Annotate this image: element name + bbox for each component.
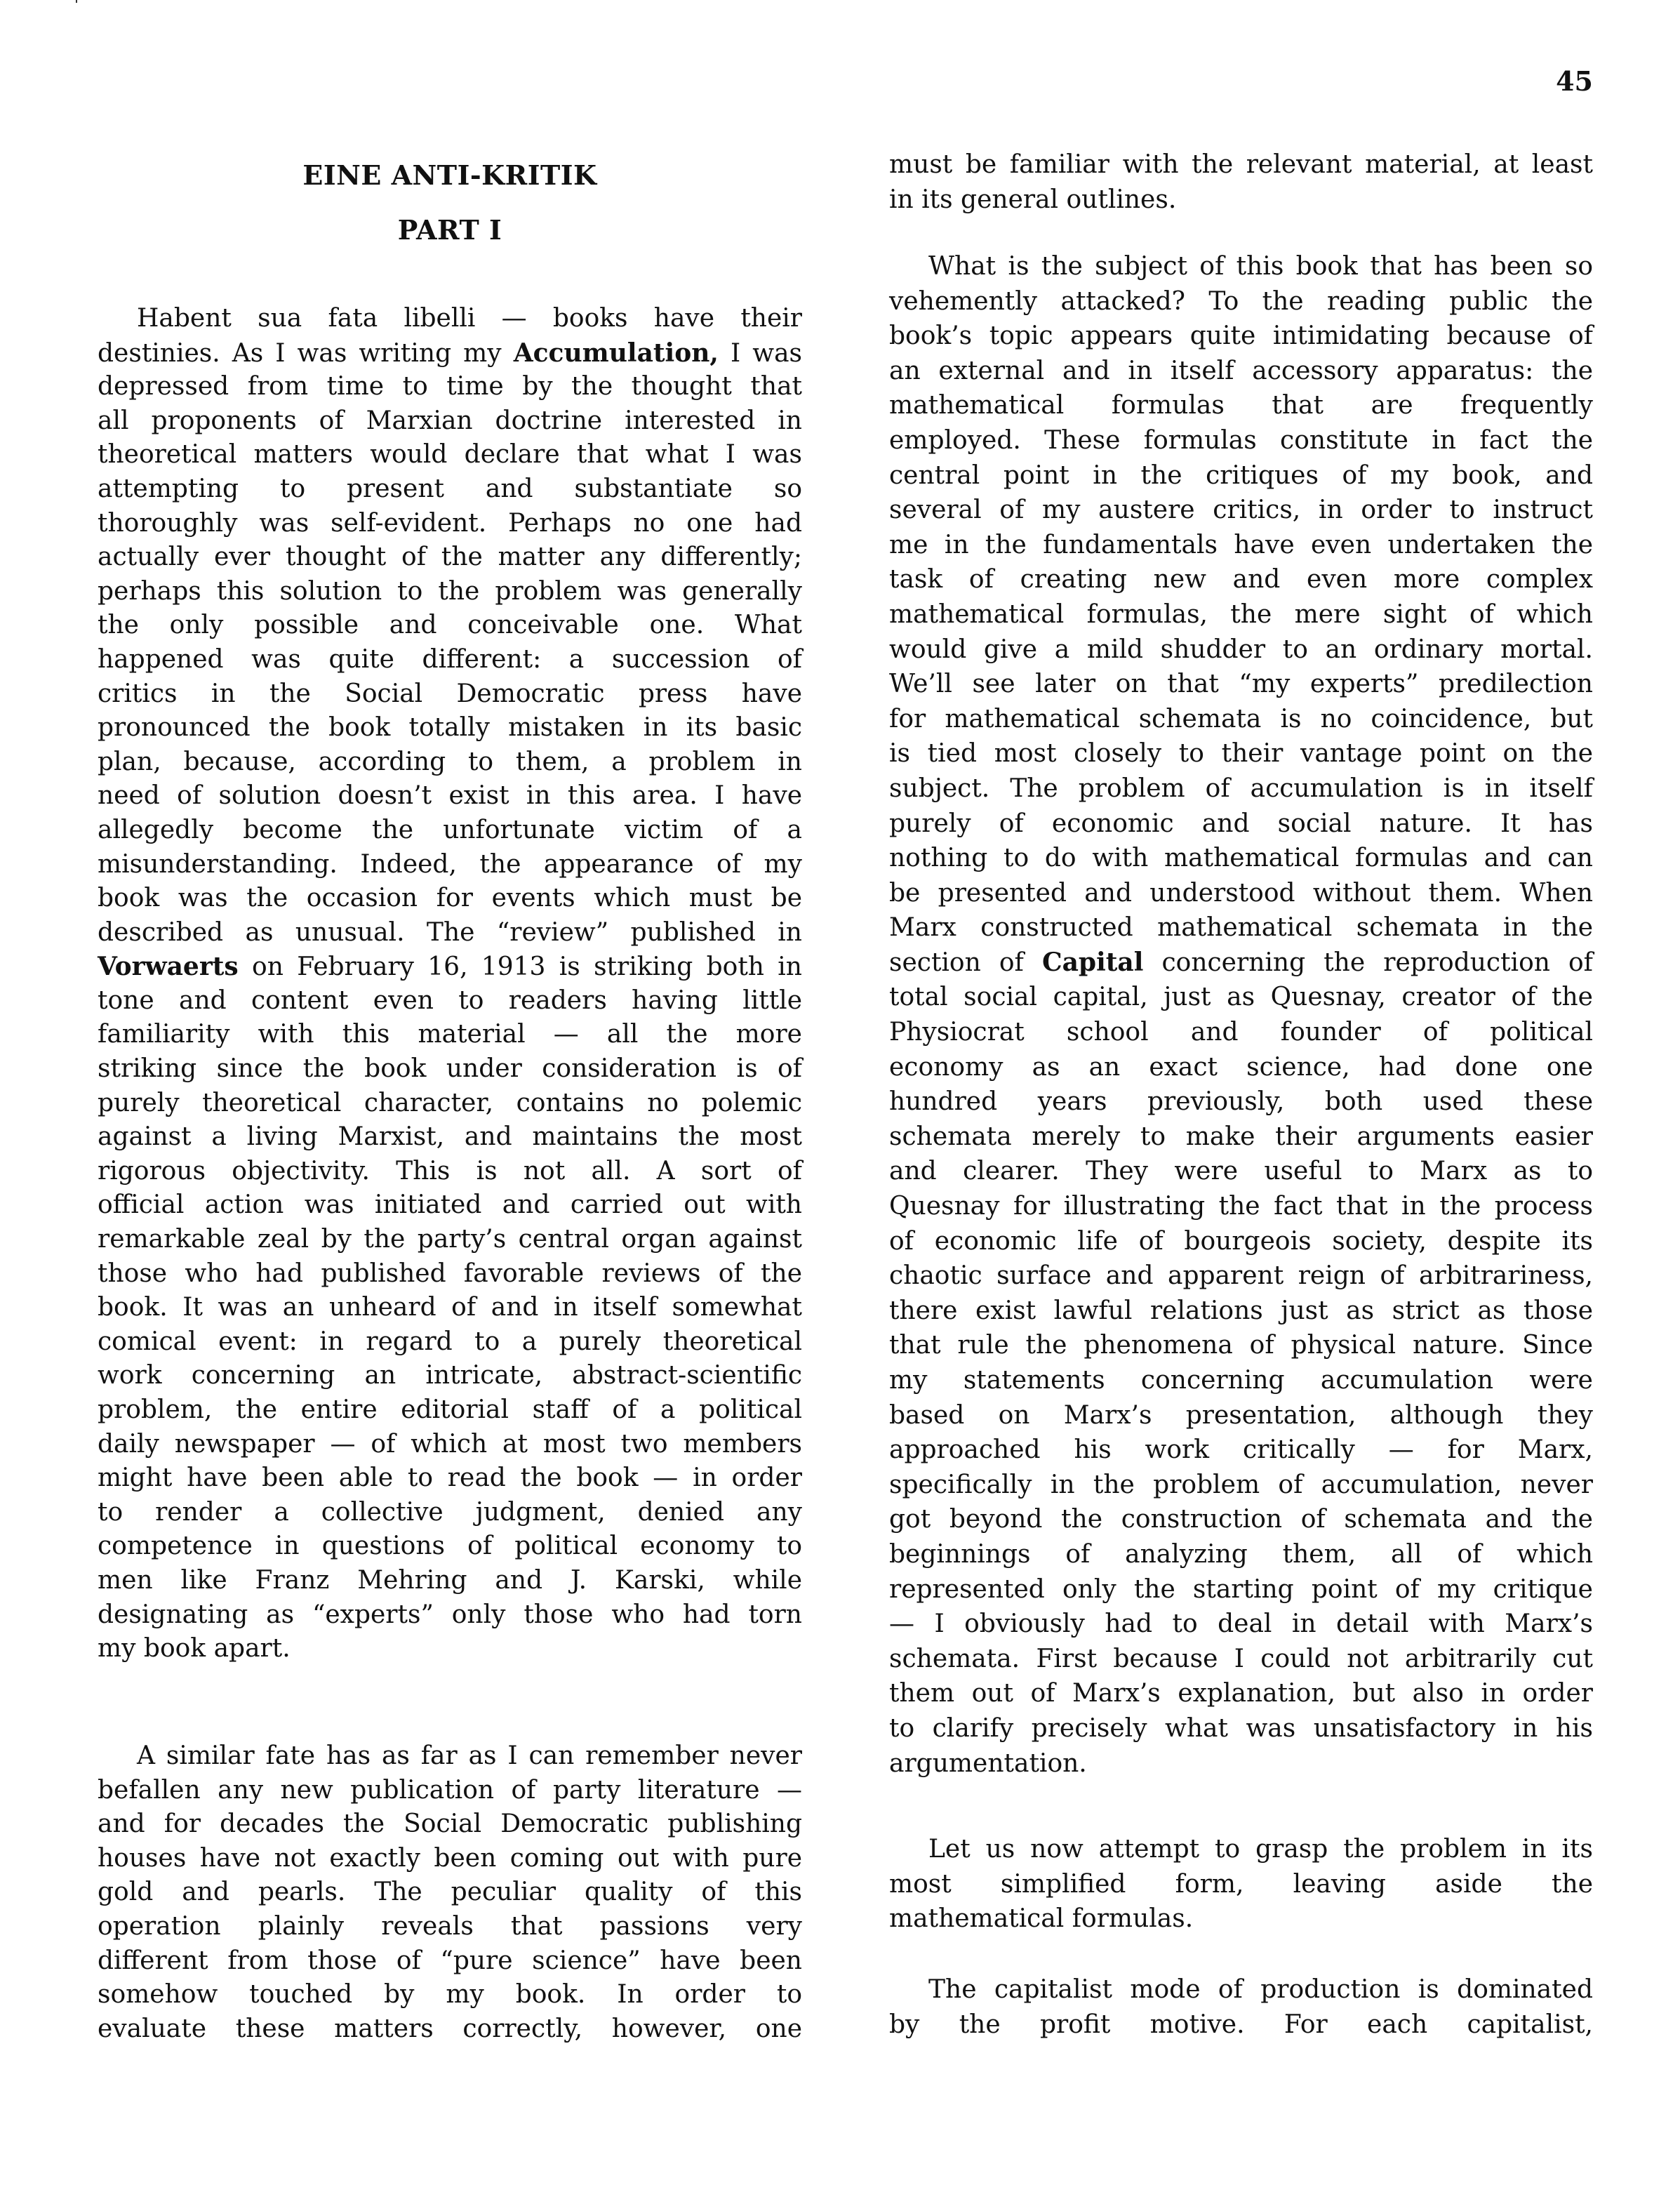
text-segment: an external and in itself accessory apparatus: the [889, 356, 1593, 385]
text-segment: befallen any new publication of party literature — [98, 1775, 802, 1805]
text-segment: economy as an exact science, had done one [889, 1052, 1593, 1082]
text-line [98, 779, 802, 814]
text-line [98, 1257, 802, 1292]
text-segment: attempting to present and substantiate so [98, 474, 802, 503]
text-line [98, 984, 802, 1018]
text-segment: mathematical formulas. [889, 1904, 1194, 1934]
text-segment: The capitalist mode of production is dominated [928, 1975, 1593, 2004]
text-line [889, 1084, 1593, 1120]
text-segment: familiarity with this material — all the more [98, 1020, 802, 1049]
text-line [889, 423, 1593, 458]
text-segment: to render a collective judgment, denied any [98, 1497, 802, 1527]
text-line [98, 540, 802, 575]
text-segment: pronounced the book totally mistaken in its basic [98, 713, 802, 743]
text-line [98, 575, 802, 609]
text-line [889, 1746, 1593, 1781]
text-segment: striking since the book under consideration is of [98, 1054, 802, 1084]
text-line [98, 438, 802, 472]
text-segment: plan, because, according to them, a problem in [98, 747, 802, 776]
text-line [889, 458, 1593, 493]
text-segment: central point in the critiques of my book, and [889, 460, 1593, 490]
paragraph [889, 249, 1593, 1781]
text-segment: Marx constructed mathematical schemata in the [889, 913, 1593, 943]
text-segment: in its general outlines. [889, 185, 1177, 214]
text-line [98, 336, 802, 371]
text-line [98, 1978, 802, 2012]
text-segment: specifically in the problem of accumulation, never [889, 1470, 1593, 1499]
text-segment: me in the fundamentals have even undertaken the [889, 530, 1593, 559]
text-line [98, 882, 802, 916]
text-line [889, 1711, 1593, 1746]
text-segment: depressed from time to time by the thought that [98, 372, 802, 401]
text-segment: somehow touched by my book. In order to [98, 1980, 802, 2010]
text-line [889, 1015, 1593, 1050]
text-line [889, 736, 1593, 771]
text-segment: chaotic surface and apparent reign of arbitrariness, [889, 1261, 1593, 1291]
scan-speck [76, 0, 77, 3]
paragraph [889, 1972, 1593, 2042]
text-segment: based on Marx’s presentation, although they [889, 1400, 1593, 1430]
text-line [98, 609, 802, 643]
text-segment: be presented and understood without them. When [889, 878, 1593, 908]
text-line [889, 182, 1593, 218]
text-segment: all proponents of Marxian doctrine interested in [98, 406, 802, 435]
bold-title-reference: Accumulation, [513, 338, 719, 368]
text-segment: the only possible and conceivable one. What [98, 611, 802, 640]
text-segment: section of [889, 948, 1042, 977]
text-line [98, 1393, 802, 1428]
text-line [98, 507, 802, 541]
text-segment: task of creating new and even more complex [889, 565, 1593, 595]
text-segment: I was [718, 338, 803, 368]
text-line [889, 147, 1593, 182]
text-segment: would give a mild shudder to an ordinary mortal. [889, 635, 1593, 664]
text-segment: hundred years previously, both used these [889, 1087, 1593, 1117]
text-line [889, 1607, 1593, 1642]
bold-title-reference: Vorwaerts [98, 952, 239, 982]
text-line [98, 472, 802, 507]
text-line [98, 404, 802, 439]
text-line [889, 249, 1593, 284]
text-line [889, 2007, 1593, 2043]
text-line [889, 1676, 1593, 1711]
text-segment: thoroughly was self-evident. Perhaps no one had [98, 508, 802, 538]
text-line [889, 319, 1593, 354]
text-segment: is tied most closely to their vantage point on the [889, 739, 1593, 769]
text-line [98, 677, 802, 712]
text-segment: Quesnay for illustrating the fact that in the process [889, 1192, 1593, 1221]
text-line [889, 1642, 1593, 1677]
text-segment: operation plainly reveals that passions very [98, 1911, 802, 1941]
text-segment: houses have not exactly been coming out with pure [98, 1843, 802, 1873]
text-line [889, 1154, 1593, 1189]
paragraph [889, 1832, 1593, 1937]
text-line [98, 1155, 802, 1189]
text-line [889, 1294, 1593, 1329]
text-segment: competence in questions of political economy to [98, 1532, 802, 1561]
text-line [98, 1564, 802, 1598]
text-segment: theoretical matters would declare that what I was [98, 440, 802, 470]
text-line [98, 1598, 802, 1633]
text-segment: Let us now attempt to grasp the problem in its [928, 1835, 1593, 1864]
text-line [889, 528, 1593, 563]
text-line [98, 1461, 802, 1496]
text-line [889, 702, 1593, 737]
text-segment: perhaps this solution to the problem was generally [98, 576, 802, 606]
text-line [889, 841, 1593, 876]
page-number: 45 [1556, 65, 1593, 97]
text-segment: might have been able to read the book — in order [98, 1463, 802, 1493]
text-line [889, 1050, 1593, 1085]
text-line [98, 1529, 802, 1564]
text-line [98, 1223, 802, 1257]
text-segment: book. It was an unheard of and in itself somewhat [98, 1293, 802, 1322]
text-segment: several of my austere critics, in order to instruct [889, 496, 1593, 525]
paragraph [98, 302, 802, 1666]
text-line [889, 388, 1593, 423]
text-segment: of economic life of bourgeois society, despite its [889, 1226, 1593, 1256]
bold-title-reference: Capital [1041, 947, 1144, 977]
text-line [889, 1433, 1593, 1468]
text-line [98, 1087, 802, 1121]
text-segment: mathematical formulas, the mere sight of which [889, 599, 1593, 629]
text-line [889, 1502, 1593, 1537]
text-line [98, 302, 802, 336]
text-segment: those who had published favorable reviews of the [98, 1259, 802, 1288]
text-line [98, 1325, 802, 1360]
text-segment: there exist lawful relations just as strict as those [889, 1296, 1593, 1325]
text-segment: schemata merely to make their arguments easier [889, 1122, 1593, 1151]
text-line [889, 1398, 1593, 1433]
text-segment: evaluate these matters correctly, however, one [98, 2014, 802, 2043]
text-segment: beginnings of analyzing them, all of which [889, 1539, 1593, 1569]
text-segment: misunderstanding. Indeed, the appearance of my [98, 849, 802, 879]
text-line [98, 1120, 802, 1155]
text-line [889, 1363, 1593, 1398]
text-segment: nothing to do with mathematical formulas and can [889, 844, 1593, 873]
text-segment: What is the subject of this book that has been so [928, 252, 1593, 281]
text-segment: allegedly become the unfortunate victim of a [98, 815, 802, 844]
text-segment: total social capital, just as Quesnay, creator of the [889, 983, 1593, 1012]
text-line [98, 916, 802, 950]
text-line [98, 1359, 802, 1393]
text-segment: A similar fate has as far as I can remember never [137, 1741, 802, 1770]
text-segment: them out of Marx’s explanation, but also in order [889, 1679, 1593, 1708]
text-segment: problem, the entire editorial staff of a political [98, 1395, 802, 1424]
text-line [889, 771, 1593, 806]
text-line [889, 1867, 1593, 1902]
text-line [889, 1537, 1593, 1572]
text-line [889, 284, 1593, 319]
text-line [98, 1428, 802, 1462]
text-segment: official action was initiated and carried out with [98, 1190, 802, 1220]
text-segment: remarkable zeal by the party’s central organ against [98, 1225, 802, 1254]
text-segment: approached his work critically — for Marx, [889, 1435, 1593, 1465]
text-segment: represented only the starting point of my critique [889, 1574, 1593, 1604]
text-line [889, 1120, 1593, 1155]
text-segment: and for decades the Social Democratic publishing [98, 1810, 802, 1839]
text-segment: comical event: in regard to a purely theoretical [98, 1327, 802, 1356]
text-line [889, 1468, 1593, 1503]
paragraph [98, 1739, 802, 2046]
text-segment: critics in the Social Democratic press have [98, 679, 802, 708]
text-line [98, 1944, 802, 1979]
text-line [98, 1910, 802, 1944]
text-line [98, 848, 802, 882]
text-segment: We’ll see later on that “my experts” predilection [889, 670, 1593, 699]
text-segment: for mathematical schemata is no coincidence, but [889, 704, 1593, 733]
text-line [889, 806, 1593, 842]
text-segment: need of solution doesn’t exist in this area. I have [98, 781, 802, 811]
text-line [98, 1739, 802, 1774]
text-line [98, 370, 802, 404]
text-segment: book was the occasion for events which must be [98, 884, 802, 913]
text-segment: described as unusual. The “review” published in [98, 917, 802, 947]
text-segment: by the profit motive. For each capitalist, [889, 2010, 1593, 2039]
text-segment: purely of economic and social nature. It has [889, 809, 1593, 838]
text-line [889, 876, 1593, 911]
text-line [98, 745, 802, 780]
text-segment: most simplified form, leaving aside the [889, 1869, 1593, 1899]
text-segment: vehemently attacked? To the reading public the [889, 286, 1593, 316]
text-line [98, 1496, 802, 1530]
text-line [889, 910, 1593, 945]
text-line [889, 980, 1593, 1015]
text-segment: my statements concerning accumulation were [889, 1366, 1593, 1395]
text-segment: employed. These formulas constitute in fact the [889, 425, 1593, 455]
text-line [889, 1189, 1593, 1224]
text-line [889, 667, 1593, 702]
text-segment: subject. The problem of accumulation is in itself [889, 773, 1593, 803]
text-segment: men like Franz Mehring and J. Karski, while [98, 1565, 802, 1595]
text-line [98, 1842, 802, 1876]
text-line [98, 1807, 802, 1842]
text-segment: on February 16, 1913 is striking both in [238, 952, 802, 982]
text-segment: schemata. First because I could not arbitrarily cut [889, 1644, 1593, 1673]
text-line [889, 1972, 1593, 2007]
text-line [889, 493, 1593, 528]
text-line [98, 2012, 802, 2047]
text-line [98, 711, 802, 745]
text-segment: Physiocrat school and founder of political [889, 1018, 1593, 1047]
text-line [889, 632, 1593, 668]
text-segment: rigorous objectivity. This is not all. A sort of [98, 1156, 802, 1186]
text-line [889, 1259, 1593, 1294]
text-line [98, 1291, 802, 1325]
text-line [98, 1875, 802, 1910]
text-segment: work concerning an intricate, abstract-scientific [98, 1361, 802, 1390]
text-line [98, 1632, 802, 1666]
text-segment: to clarify precisely what was unsatisfactory in his [889, 1713, 1593, 1743]
text-line [98, 1188, 802, 1223]
text-segment: happened was quite different: a succession of [98, 644, 802, 674]
text-line [98, 1018, 802, 1052]
text-segment: against a living Marxist, and maintains the most [98, 1122, 802, 1152]
paragraph [889, 147, 1593, 217]
text-line [889, 1832, 1593, 1867]
text-segment: purely theoretical character, contains no polemic [98, 1088, 802, 1117]
text-segment: actually ever thought of the matter any differently; [98, 543, 802, 572]
text-segment: tone and content even to readers having little [98, 985, 802, 1015]
text-line [98, 950, 802, 984]
text-segment: concerning the reproduction of [1143, 948, 1594, 977]
text-line [98, 814, 802, 848]
text-segment: designating as “experts” only those who had torn [98, 1600, 802, 1629]
chapter-title: EINE ANTI-KRITIK [302, 159, 597, 191]
text-line [889, 562, 1593, 597]
text-line [889, 1901, 1593, 1937]
text-segment: mathematical formulas that are frequently [889, 391, 1593, 420]
text-segment: different from those of “pure science” have been [98, 1946, 802, 1975]
text-line [889, 354, 1593, 389]
text-line [889, 945, 1593, 981]
text-segment: argumentation. [889, 1748, 1087, 1778]
text-segment: — I obviously had to deal in detail with Marx’s [889, 1609, 1593, 1639]
text-line [889, 1224, 1593, 1259]
text-segment: must be familiar with the relevant material, at least [889, 150, 1593, 179]
text-line [889, 597, 1593, 632]
text-segment: my book apart. [98, 1634, 291, 1664]
text-segment: and clearer. They were useful to Marx as to [889, 1157, 1593, 1186]
text-line [98, 1774, 802, 1808]
text-segment: Habent sua fata libelli — books have their [137, 304, 802, 333]
text-line [98, 643, 802, 677]
text-segment: daily newspaper — of which at most two members [98, 1429, 802, 1459]
text-line [98, 1052, 802, 1087]
text-segment: gold and pearls. The peculiar quality of this [98, 1878, 802, 1907]
text-segment: destinies. As I was writing my [98, 338, 514, 368]
text-line [889, 1328, 1593, 1363]
text-segment: that rule the phenomena of physical nature. Since [889, 1331, 1593, 1360]
text-segment: got beyond the construction of schemata and the [889, 1505, 1593, 1534]
text-segment: book’s topic appears quite intimidating because of [889, 321, 1593, 351]
text-line [889, 1572, 1593, 1607]
part-heading: PART I [397, 214, 502, 246]
